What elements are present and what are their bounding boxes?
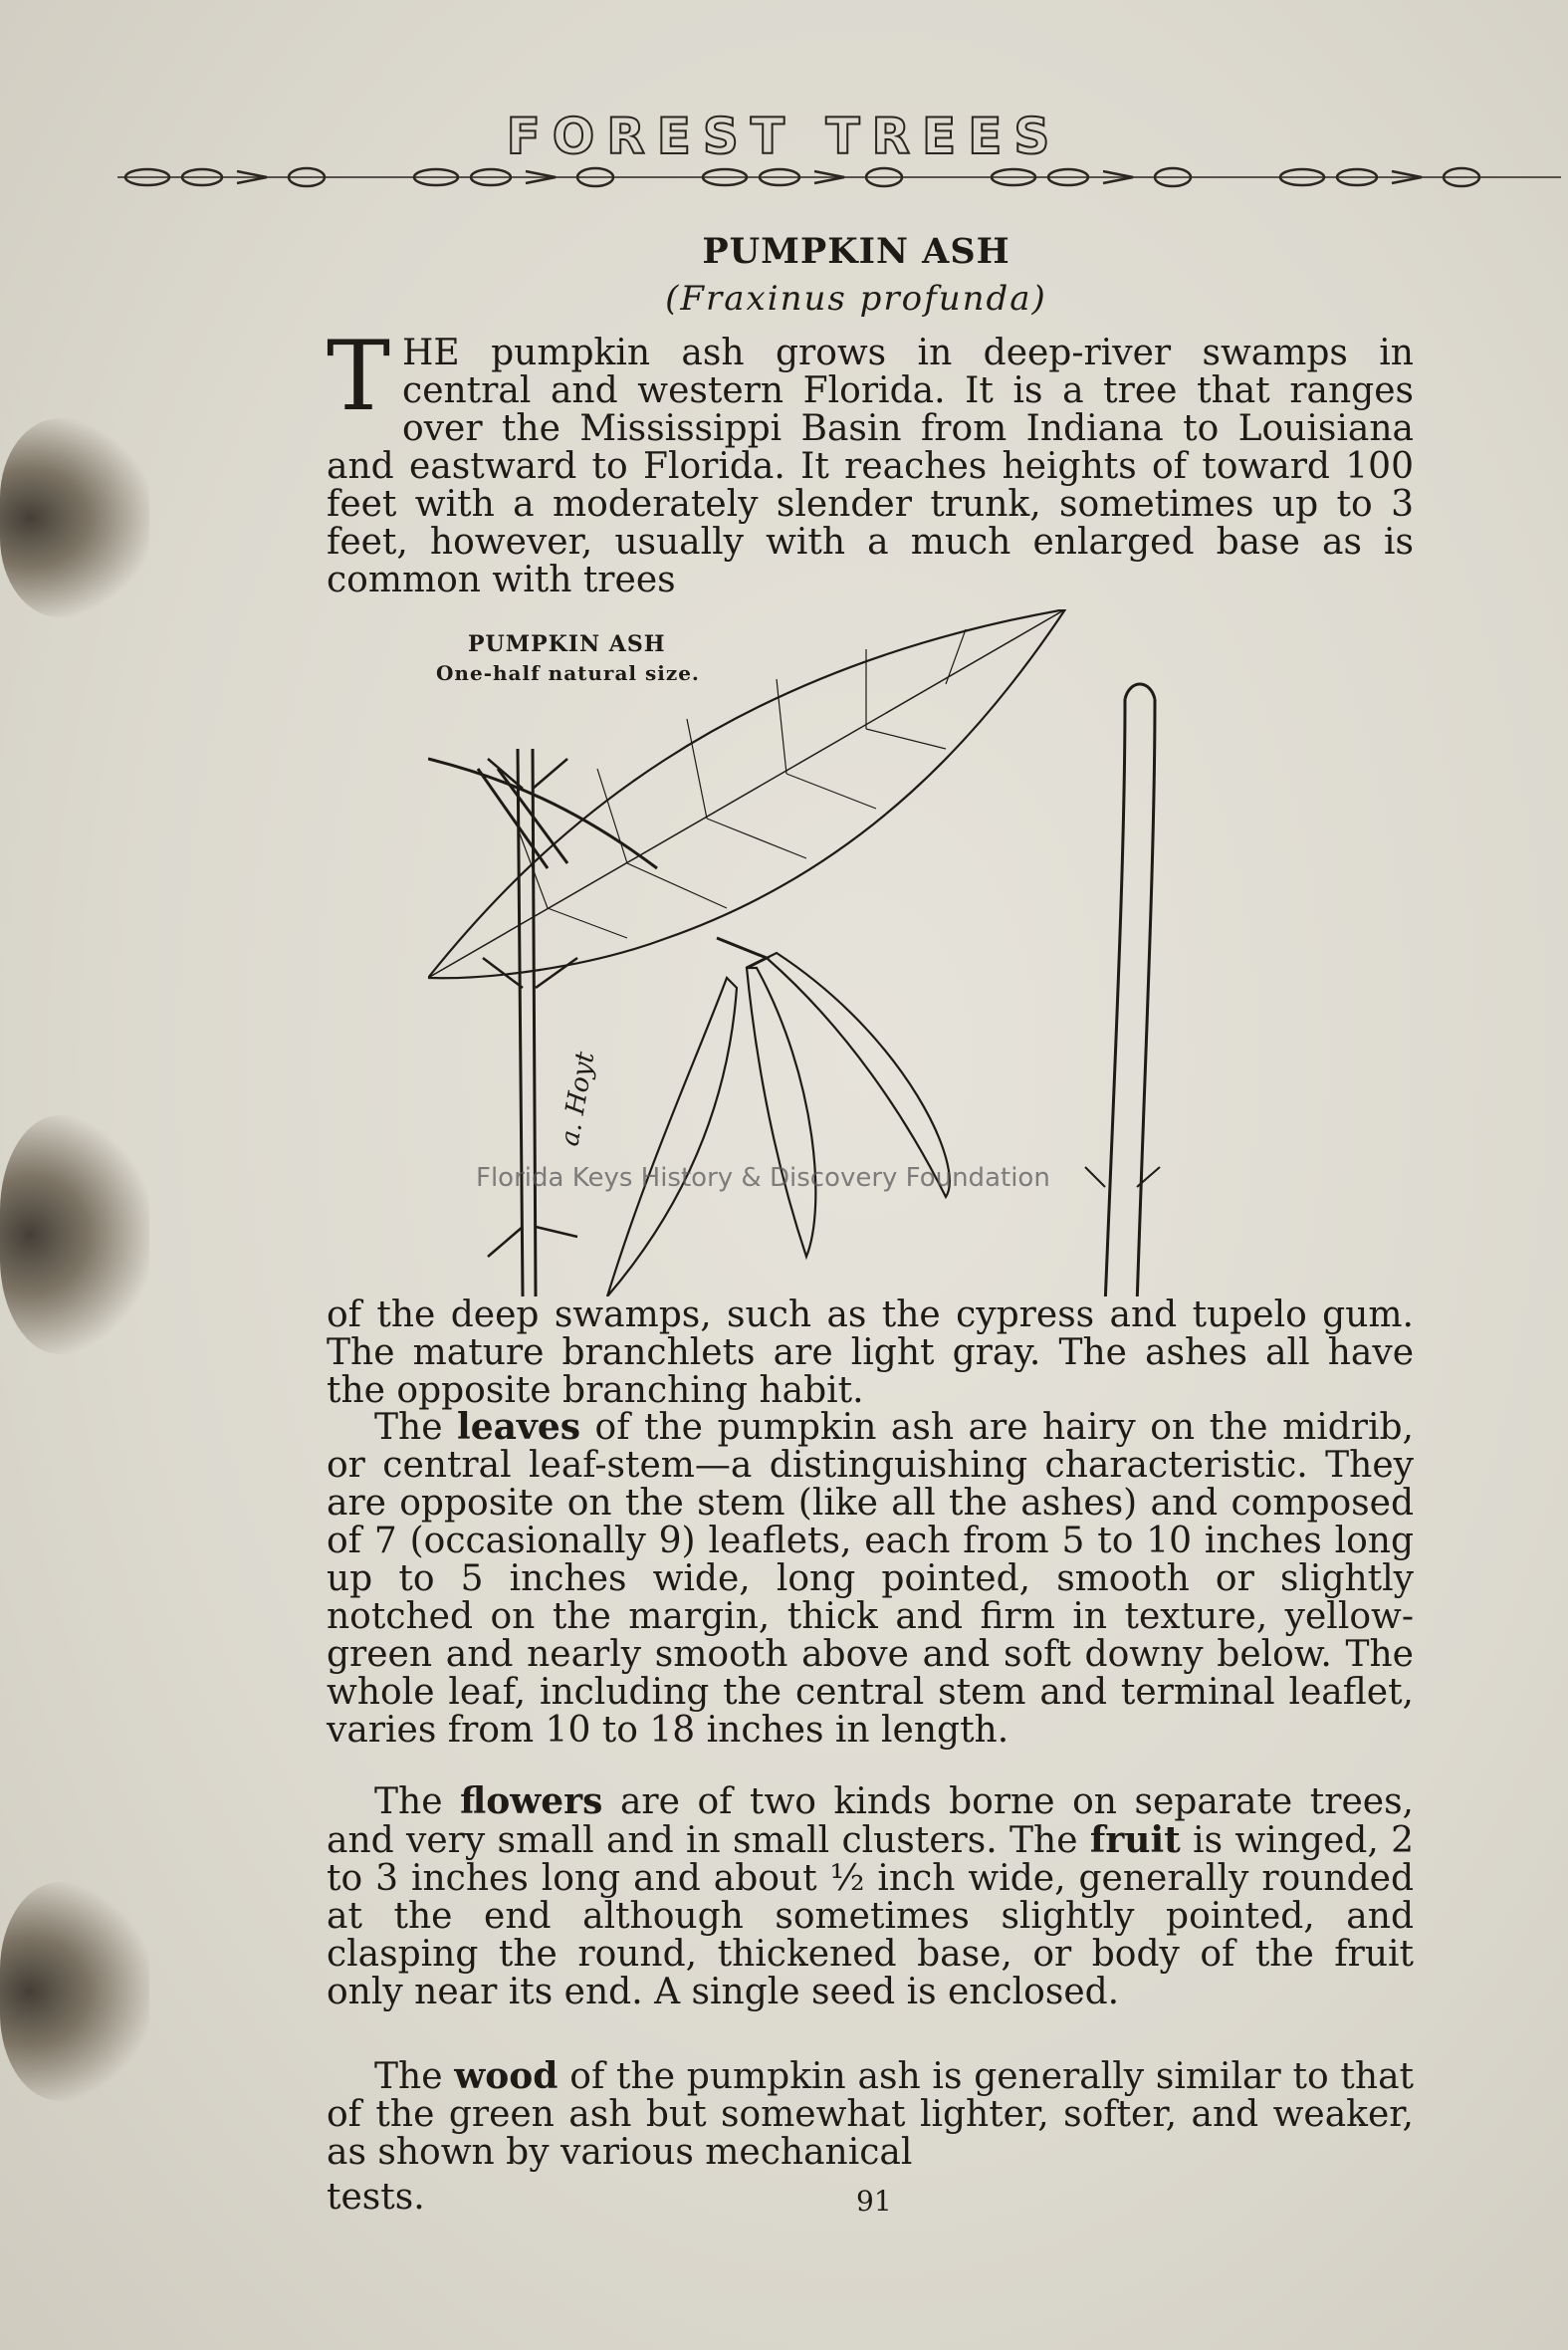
keyword-fruit: fruit [1089, 1819, 1181, 1861]
burn-mark [0, 1882, 149, 2101]
paragraph-text: The [374, 1407, 458, 1448]
page-number: 91 [856, 2185, 892, 2218]
running-title: FOREST TREES [506, 108, 1062, 165]
article-title: PUMPKIN ASH [702, 231, 1010, 272]
paragraph-text: The [374, 1781, 461, 1822]
pumpkin-ash-illustration [428, 609, 1304, 1296]
paragraph-text: HE pumpkin ash grows in deep-river swamps in central and western Florida. It is a tree that ranges over the Mississippi Basin from Indiana to Louisiana and eastward to Florida. It reaches heights of toward 100 feet with a moderately slender trunk, sometimes up to 3 feet, however, usually with a much enlarged base as is common with trees [327, 333, 1414, 600]
watermark: Florida Keys History & Discovery Foundation [476, 1163, 1050, 1193]
paragraph-text: are of two kinds borne on separate trees, and very small and in small clusters. The [327, 1781, 1414, 1861]
keyword-leaves: leaves [457, 1406, 581, 1448]
paragraph-last-word: tests. [327, 2177, 425, 2218]
keyword-wood: wood [454, 2055, 559, 2097]
ornamental-border [117, 157, 1561, 197]
burn-mark [0, 1115, 149, 1354]
paragraph-text: of the pumpkin ash is generally similar to that of the green ash but somewhat lighter, softer, and weaker, as shown by various mechanical [327, 2056, 1414, 2173]
drop-cap: T [327, 321, 391, 432]
samara-drawing [607, 978, 737, 1296]
twig-drawing [1105, 699, 1155, 1296]
artist-signature: a. Hoyt [555, 1049, 601, 1149]
burn-mark [0, 418, 149, 617]
paragraph-text: The [374, 2056, 455, 2097]
paragraph-text: of the deep swamps, such as the cypress and tupelo gum. The mature branchlets are light gray. The ashes all have the opposite branching habit. [327, 1294, 1414, 1411]
illustration-caption-scale: One-half natural size. [436, 661, 700, 685]
paragraph-leaves [327, 1408, 1414, 1750]
paragraph-intro [327, 321, 1414, 600]
paragraph-flowers-fruit [327, 1782, 1414, 2011]
illustration-caption-title: PUMPKIN ASH [468, 631, 666, 657]
keyword-flowers: flowers [460, 1780, 603, 1822]
scientific-name: (Fraxinus profunda) [665, 279, 1047, 319]
samara-drawing [767, 953, 950, 1197]
paragraph-wood [327, 2057, 1414, 2172]
paragraph-habitat [327, 1296, 1414, 1410]
paragraph-text: is winged, 2 to 3 inches long and about ½ inch wide, generally rounded at the end although sometimes slightly pointed, and clasping the round, thickened base, or body of the fruit only near its end. A single seed is enclosed. [327, 1820, 1415, 2012]
samara-drawing [747, 968, 815, 1257]
paragraph-text: of the pumpkin ash are hairy on the midrib, or central leaf-stem—a distinguishing characteristic. They are opposite on the stem (like all the ashes) and composed of 7 (occasionally 9) leaflets, each from 5 to 10 inches long up to 5 inches wide, long pointed, smooth or slightly notched on the margin, thick and firm in texture, yellow-green and nearly smooth above and soft downy below. The whole leaf, including the central stem and terminal leaflet, varies from 10 to 18 inches in length. [327, 1407, 1414, 1751]
